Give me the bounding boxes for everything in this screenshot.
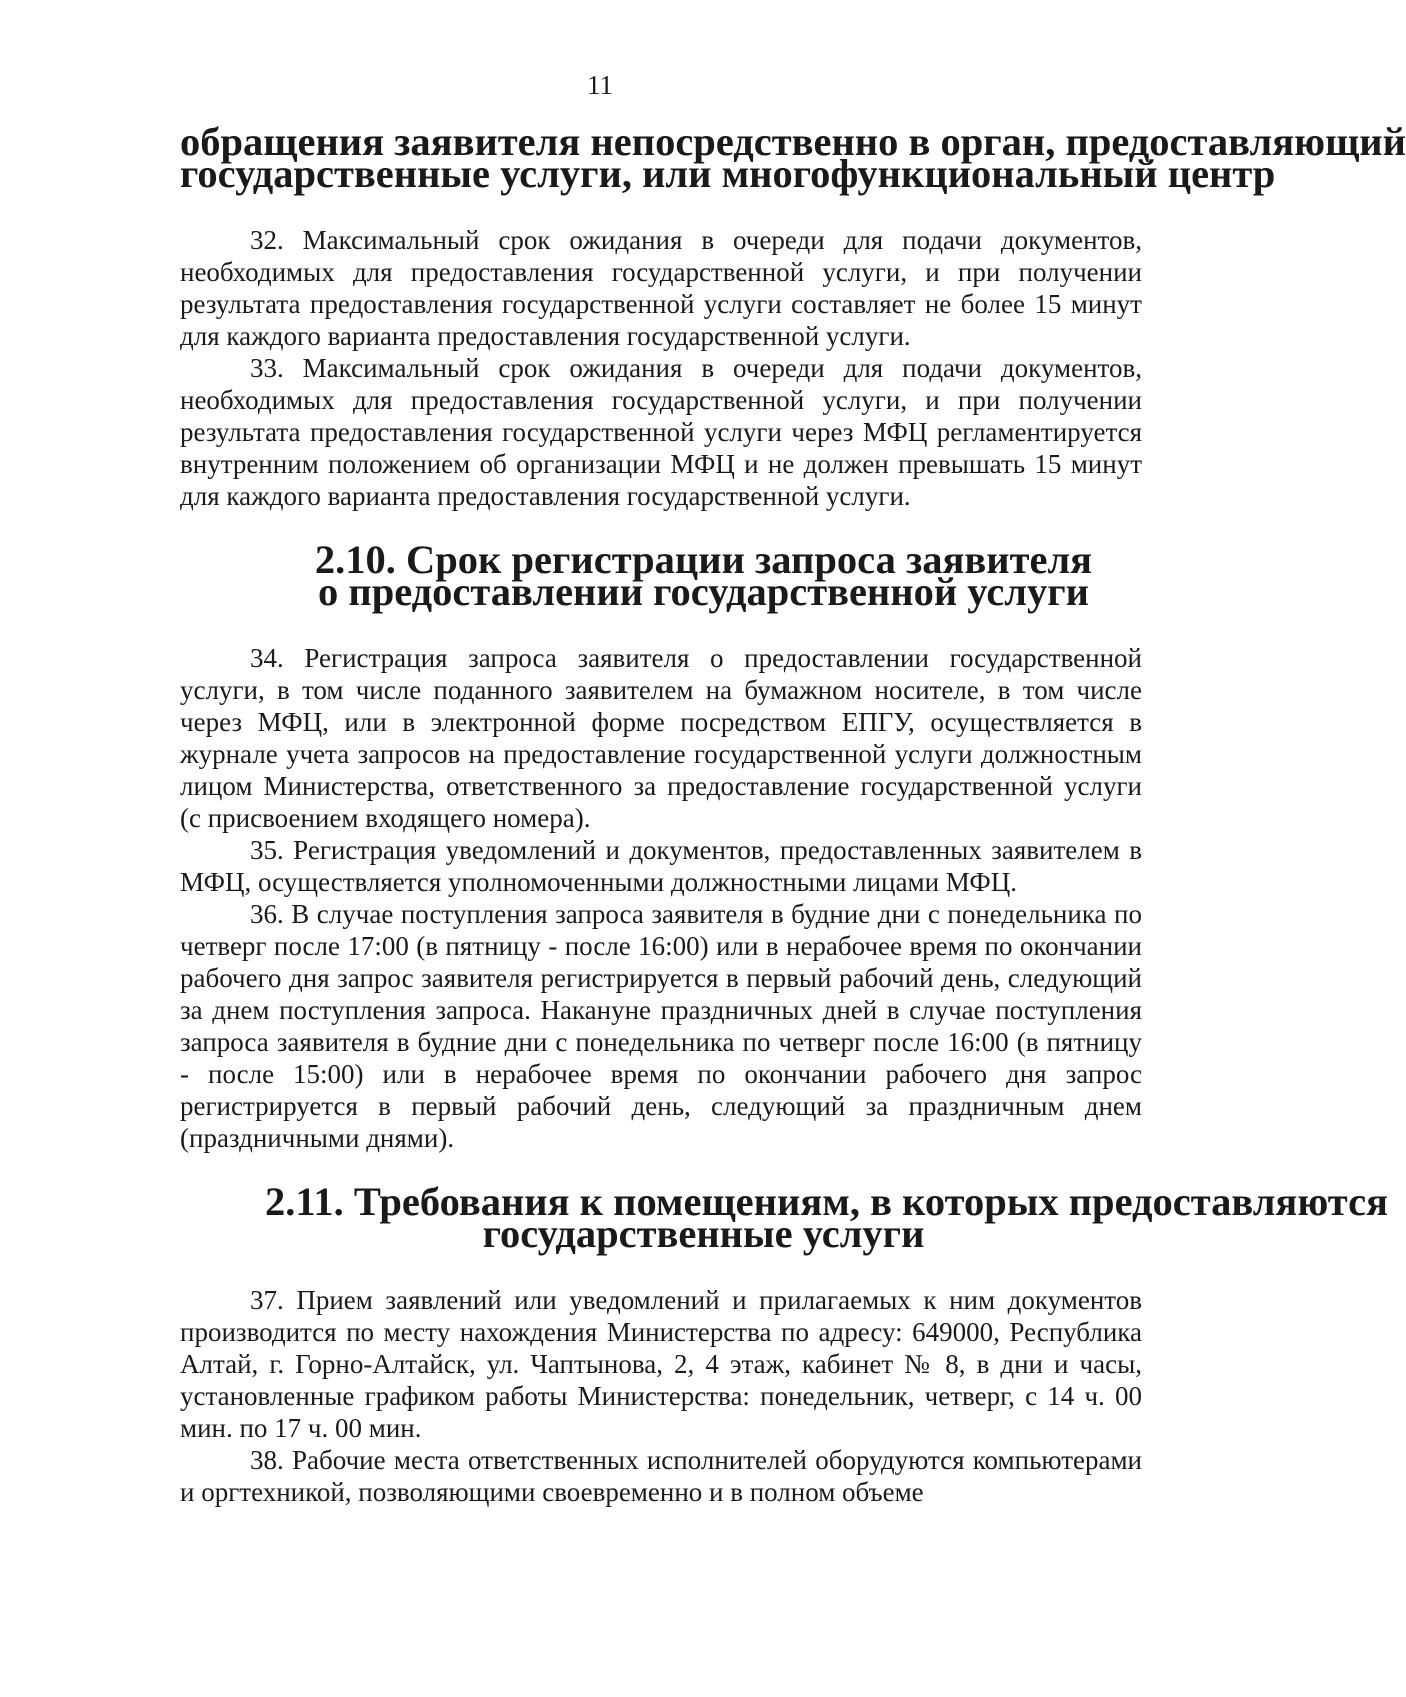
heading-line: государственные услуги — [482, 1211, 925, 1256]
section-heading-2-11 — [180, 1179, 1389, 1256]
heading-line: 2.11. Требования к помещениям, в которых предоставляются — [265, 1179, 1389, 1224]
heading-line: государственные услуги, или многофункциональный центр — [180, 151, 1276, 196]
paragraph-36: 36. В случае поступления запроса заявителя в будние дни с понедельника по четверг после 17:00 (в пятницу - после 16:00) или в нерабочее время по окончании рабочего дня запрос заявителя регистрируется в первый рабочий день, следующий за днем поступления запроса. Накануне праздничных дней в случае поступления запроса заявителя в будние дни с понедельника по четверг после 16:00 (в пятницу - после 15:00) или в нерабочее время по окончании рабочего дня запрос регистрируется в первый рабочий день, следующий за праздничным днем (праздничными днями). — [180, 899, 1142, 1153]
paragraph-33: 33. Максимальный срок ожидания в очереди для подачи документов, необходимых для предоставления государственной услуги, и при получении результата предоставления государственной услуги через МФЦ регламентируется внутренним положением об организации МФЦ и не должен превышать 15 минут для каждого варианта предоставления государственной услуги. — [180, 353, 1142, 511]
heading-line: о предоставлении государственной услуги — [317, 569, 1089, 614]
section-heading-2-10 — [180, 537, 1142, 614]
page-number: 11 — [587, 70, 613, 100]
paragraph-38: 38. Рабочие места ответственных исполнителей оборудуются компьютерами и оргтехникой, позволяющими своевременно и в полном объеме — [180, 1445, 1142, 1507]
section-heading-intro — [180, 119, 1406, 196]
document-body — [180, 119, 1406, 1508]
heading-line: обращения заявителя непосредственно в орган, предоставляющий — [180, 119, 1406, 164]
paragraph-34: 34. Регистрация запроса заявителя о предоставлении государственной услуги, в том числе поданного заявителем на бумажном носителе, в том числе через МФЦ, или в электронной форме посредством ЕПГУ, осуществляется в журнале учета запросов на предоставление государственной услуги должностным лицом Министерства, ответственного за предоставление государственной услуги (с присвоением входящего номера). — [180, 643, 1142, 833]
paragraph-32: 32. Максимальный срок ожидания в очереди для подачи документов, необходимых для предоставления государственной услуги, и при получении результата предоставления государственной услуги составляет не более 15 минут для каждого варианта предоставления государственной услуги. — [180, 225, 1142, 351]
paragraph-35: 35. Регистрация уведомлений и документов, предоставленных заявителем в МФЦ, осуществляется уполномоченными должностными лицами МФЦ. — [180, 835, 1142, 897]
heading-line: 2.10. Срок регистрации запроса заявителя — [314, 537, 1093, 582]
paragraph-37: 37. Прием заявлений или уведомлений и прилагаемых к ним документов производится по месту нахождения Министерства по адресу: 649000, Республика Алтай, г. Горно-Алтайск, ул. Чаптынова, 2, 4 этаж, кабинет № 8, в дни и часы, установленные графиком работы Министерства: понедельник, четверг, с 14 ч. 00 мин. по 17 ч. 00 мин. — [180, 1285, 1142, 1443]
